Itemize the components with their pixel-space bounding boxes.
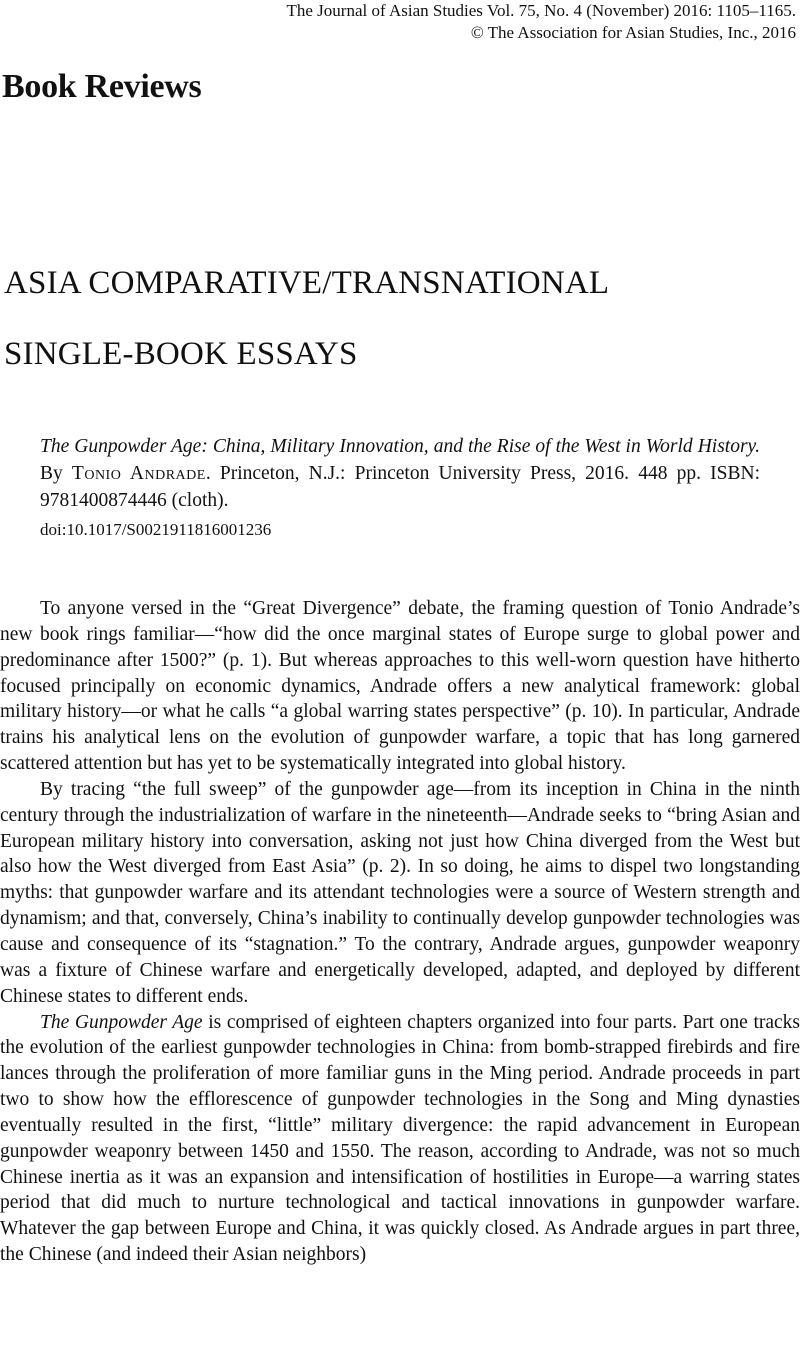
publication-details: . Princeton, N.J.: Princeton University Press, 2016. 448 pp. ISBN: 9781400874446 (cloth). bbox=[40, 463, 760, 511]
body-paragraph: To anyone versed in the “Great Divergence” debate, the framing question of Tonio Andrade’s new book rings familiar—“how did the once marginal states of Europe surge to global power and predominance after 1500?” (p. 1). But whereas approaches to this well-worn question have hitherto focused principally on economic dynamics, Andrade offers a new analytical framework: global military history—or what he calls “a global warring states perspective” (p. 10). In particular, Andrade trains his analytical lens on the evolution of gunpowder warfare, a topic that has long garnered scattered attention but has yet to be systematically integrated into global history. bbox=[0, 598, 800, 775]
book-citation bbox=[40, 433, 760, 514]
review-body bbox=[0, 596, 800, 1268]
book-title: The Gunpowder Age: China, Military Innovation, and the Rise of the West in World History. bbox=[40, 436, 760, 457]
doi-link[interactable]: doi:10.1017/S0021911816001236 bbox=[40, 520, 272, 539]
review-category-heading bbox=[4, 248, 609, 390]
citation-by: By bbox=[40, 463, 72, 484]
journal-header bbox=[287, 0, 797, 44]
body-paragraph-text: is comprised of eighteen chapters organized into four parts. Part one tracks the evolution of the earliest gunpowder technologies in China: from bomb-strapped firebirds and fire lances through the proliferation of more familiar guns in the Ming period. Andrade proceeds in part two to show how the efflorescence of gunpowder technologies in the Song and Ming dynasties eventually resulted in the first, “little” military divergence: the rapid advancement in European gunpowder weaponry between 1450 and 1550. The reason, according to Andrade, was not so much Chinese inertia as it was an expansion and intensification of hostilities in Europe—a warring states period that did much to nurture technological and tactical innovations in gunpowder warfare. Whatever the gap between Europe and China, it was quickly closed. As Andrade argues in part three, the Chinese (and indeed their Asian neighbors) bbox=[0, 1011, 800, 1266]
book-title-reference: The Gunpowder Age bbox=[40, 1011, 203, 1033]
category-line-2: SINGLE-BOOK ESSAYS bbox=[4, 336, 358, 372]
category-line-1: ASIA COMPARATIVE/TRANSNATIONAL bbox=[4, 265, 610, 301]
section-title: Book Reviews bbox=[2, 68, 202, 105]
copyright-line: © The Association for Asian Studies, Inc., 2016 bbox=[470, 23, 796, 42]
book-author: Tonio Andrade bbox=[71, 463, 206, 484]
journal-citation-line: The Journal of Asian Studies Vol. 75, No. 4 (November) 2016: 1105–1165. bbox=[286, 1, 796, 20]
body-paragraph: By tracing “the full sweep” of the gunpowder age—from its inception in China in the ninth century through the industrialization of warfare in the nineteenth—Andrade seeks to “bring Asian and European military history into conversation, asking not just how China diverged from the West but also how the West diverged from East Asia” (p. 2). In so doing, he aims to dispel two longstanding myths: that gunpowder warfare and its attendant technologies were a source of Western strength and dynamism; and that, conversely, China’s inability to continually develop gunpowder technologies was cause and consequence of its “stagnation.” To the contrary, Andrade argues, gunpowder weaponry was a fixture of Chinese warfare and energetically developed, adapted, and deployed by different Chinese states to different ends. bbox=[0, 778, 800, 1007]
body-paragraph bbox=[0, 1010, 800, 1268]
